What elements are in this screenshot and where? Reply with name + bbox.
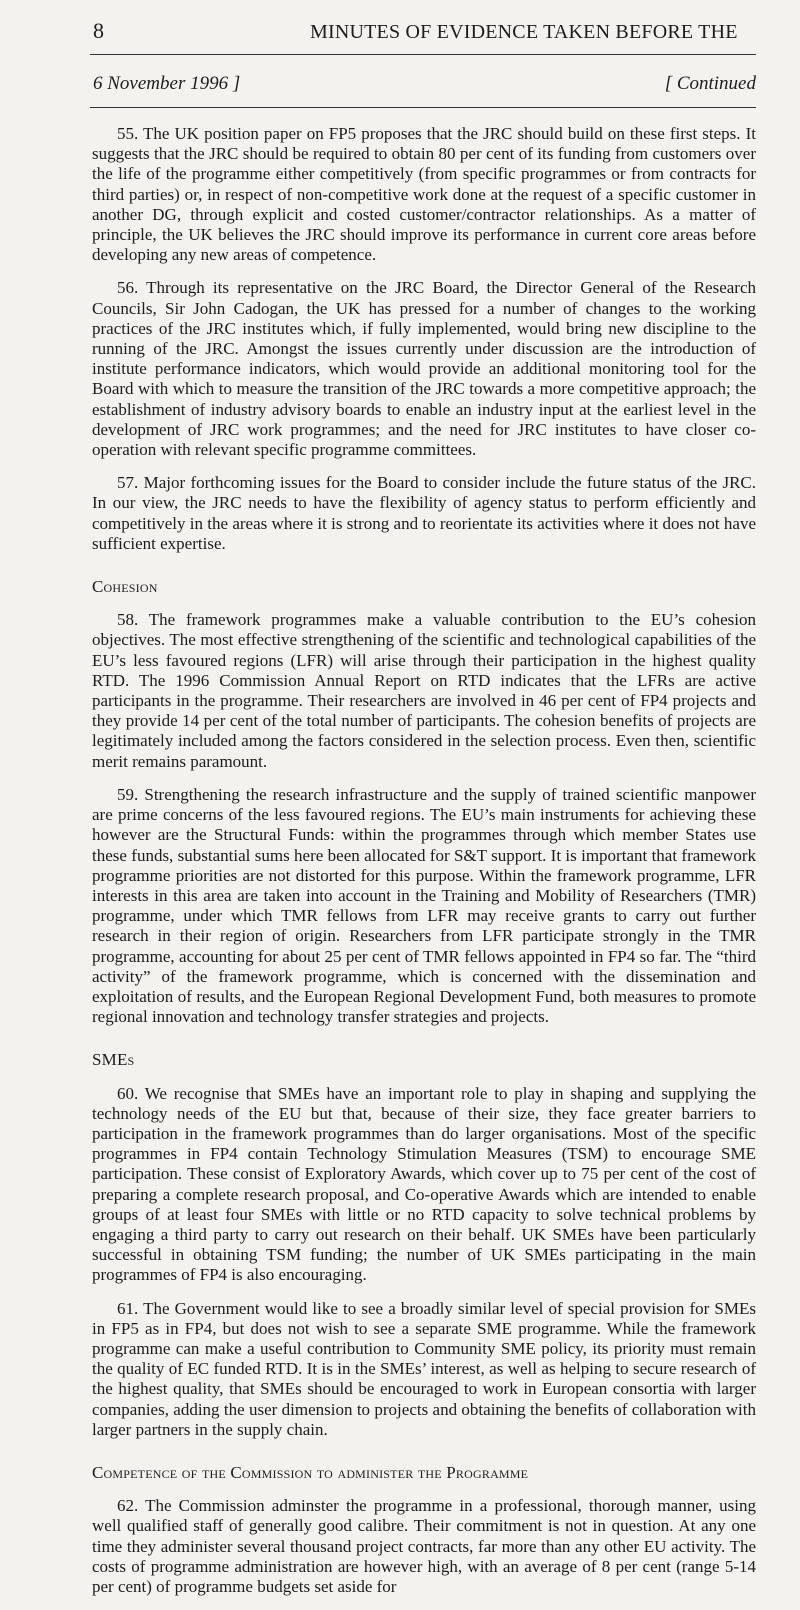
- paragraph-60: 60. We recognise that SMEs have an important role to play in shaping and supplying the technology needs of the EU but that, because of their size, they face greater barriers to participation in the framework programmes than do larger organisations. Most of the specific programmes in FP4 contain Technology Stimulation Measures (TSM) to encourage SME participation. These consist of Exploratory Awards, which cover up to 75 per cent of the cost of preparing a complete research proposal, and Co-operative Awards which are intended to enable groups of at least four SMEs with little or no RTD capacity to solve technical problems by engaging a third party to carry out research on their behalf. UK SMEs have been particularly successful in obtaining TSM funding; the number of UK SMEs participating in the main programmes of FP4 is also encouraging.: [92, 1083, 756, 1285]
- session-date: 6 November 1996 ]: [93, 73, 241, 94]
- paragraph-61: 61. The Government would like to see a broadly similar level of special provision for SMEs in FP5 as in FP4, but does not wish to see a separate SME programme. While the framework programme can make a useful contribution to Community SME policy, its priority must remain the quality of EC funded RTD. It is in the SMEs’ interest, as well as helping to secure research of the highest quality, that SMEs should be encouraged to work in European consortia with larger companies, adding the user dimension to projects and obtaining the benefits of collaboration with larger partners in the supply chain.: [92, 1298, 756, 1439]
- section-heading-smes: SMEs: [92, 1050, 135, 1070]
- paragraph-58: 58. The framework programmes make a valuable contribution to the EU’s cohesion objectives. The most effective strengthening of the scientific and technological capabilities of the EU’s less favoured regions (LFR) will arise through their participation in the highest quality RTD. The 1996 Commission Annual Report on RTD indicates that the LFRs are active participants in the programme. Their researchers are involved in 46 per cent of FP4 projects and they provide 14 per cent of the total number of participants. The cohesion benefits of projects are legitimately included among the factors considered in the selection process. Even then, scientific merit remains paramount.: [92, 610, 756, 771]
- paragraph-56: 56. Through its representative on the JRC Board, the Director General of the Research Councils, Sir John Cadogan, the UK has pressed for a number of changes to the working practices of the JRC institutes which, if fully implemented, would bring new discipline to the running of the JRC. Amongst the issues currently under discussion are the introduction of institute performance indicators, which would provide an additional monitoring tool for the Board with which to measure the transition of the JRC towards a more competitive approach; the establishment of industry advisory boards to enable an industry input at the earliest level in the development of JRC work programmes; and the need for JRC institutes to have closer co-operation with relevant specific programme committees.: [92, 278, 756, 460]
- paragraph-57: 57. Major forthcoming issues for the Board to consider include the future status of the JRC. In our view, the JRC needs to have the flexibility of agency status to perform efficiently and competitively in the areas where it is strong and to reorientate its activities where it does not have sufficient expertise.: [92, 473, 756, 553]
- running-title: MINUTES OF EVIDENCE TAKEN BEFORE THE: [310, 21, 738, 43]
- paragraph-55: 55. The UK position paper on FP5 proposes that the JRC should build on these first steps. It suggests that the JRC should be required to obtain 80 per cent of its funding from customers over the life of the programme either competitively (from specific programmes or from contracts for third parties) or, in respect of non-competitive work done at the request of a specific customer in another DG, through explicit and costed customer/contractor relationships. As a matter of principle, the UK believes the JRC should improve its performance in current core areas before developing any new areas of competence.: [92, 124, 756, 265]
- header-rule-top: [90, 54, 756, 55]
- paragraph-62: 62. The Commission adminster the programme in a professional, thorough manner, using well qualified staff of generally good calibre. Their commitment is not in question. At any one time they administer several thousand project contracts, far more than any other EU activity. The costs of programme administration are however high, with an average of 8 per cent (range 5-14 per cent) of programme budgets set aside for: [92, 1496, 756, 1596]
- page-number: 8: [93, 18, 104, 43]
- paragraph-59: 59. Strengthening the research infrastructure and the supply of trained scientific manpower are prime concerns of the less favoured regions. The EU’s main instruments for achieving these however are the Structural Funds: within the programmes through which member States use these funds, substantial sums here been allocated for S&T support. It is important that framework programme priorities are not distorted for this purpose. Within the framework programme, LFR interests in this area are taken into account in the Training and Mobility of Researchers (TMR) programme, under which TMR fellows from LFR may receive grants to carry out further research in their region of origin. Researchers from LFR participate strongly in the TMR programme, accounting for about 25 per cent of TMR fellows appointed in FP4 so far. The “third activity” of the framework programme, which is concerned with the dissemination and exploitation of results, and the European Regional Development Fund, both measures to promote regional innovation and technology transfer strategies and projects.: [92, 784, 756, 1027]
- header-rule-bottom: [90, 107, 756, 108]
- dateline: [90, 72, 756, 100]
- section-heading-competence: Competence of the Commission to administer the Programme: [92, 1462, 529, 1482]
- document-body: [92, 124, 756, 1610]
- page-header: [0, 18, 800, 48]
- continued-label: [ Continued: [664, 73, 756, 94]
- section-heading-cohesion: Cohesion: [92, 577, 158, 597]
